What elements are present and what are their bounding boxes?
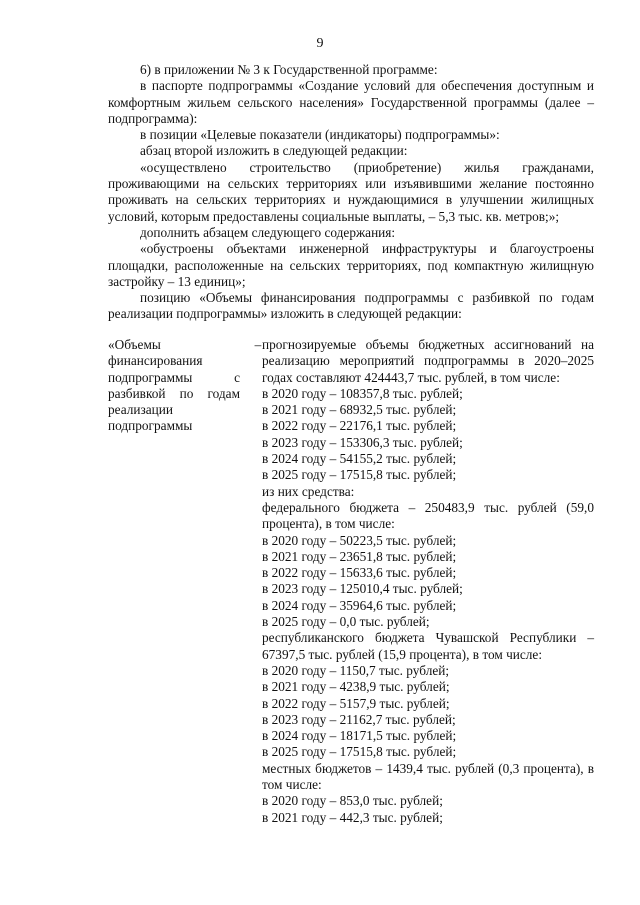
republic-year-line: в 2023 году – 21162,7 тыс. рублей; [262, 711, 456, 727]
paragraph: дополнить абзацем следующего содержания: [140, 224, 396, 240]
republic-year-line: в 2021 году – 4238,9 тыс. рублей; [262, 679, 450, 695]
document-body [108, 62, 594, 323]
dash-separator: – [254, 337, 262, 352]
total-year-line: в 2024 году – 54155,2 тыс. рублей; [262, 451, 457, 467]
paragraph: позицию «Объемы финансирования подпрограммы с разбивкой по годам реализации подпрограммы» изложить в следующей редакции: [108, 290, 594, 322]
federal-year-line: в 2021 году – 23651,8 тыс. рублей; [262, 548, 457, 564]
federal-year-line: в 2023 году – 125010,4 тыс. рублей; [262, 581, 463, 597]
financing-intro: прогнозируемые объемы бюджетных ассигнований на реализацию мероприятий подпрограммы в 2020–2025 годах составляют 424443,7 тыс. рублей, в том числе: [262, 337, 594, 385]
local-year-line: в 2021 году – 442,3 тыс. рублей; [262, 809, 443, 825]
total-year-line: в 2022 году – 22176,1 тыс. рублей; [262, 418, 457, 434]
local-year-line: в 2020 году – 853,0 тыс. рублей; [262, 793, 443, 809]
sources-label: из них средства: [262, 483, 355, 499]
paragraph: абзац второй изложить в следующей редакции: [140, 143, 408, 159]
republic-year-line: в 2022 году – 5157,9 тыс. рублей; [262, 695, 450, 711]
financing-values [262, 337, 594, 826]
federal-intro: федерального бюджета – 250483,9 тыс. рублей (59,0 процента), в том числе: [262, 499, 594, 532]
republic-year-line: в 2024 году – 18171,5 тыс. рублей; [262, 728, 457, 744]
paragraph: «осуществлено строительство (приобретение) жилья гражданами, проживающими на сельских территориях или изъявившими желание постоянно проживать на сельских территориях и нуждающимися в улучшении жилищных условий, которым предоставлены социальные выплаты, – 5,3 тыс. кв. метров;»; [108, 159, 594, 224]
paragraph: 6) в приложении № 3 к Государственной программе: [140, 62, 438, 77]
total-year-line: в 2023 году – 153306,3 тыс. рублей; [262, 434, 463, 450]
local-intro: местных бюджетов – 1439,4 тыс. рублей (0,3 процента), в том числе: [262, 760, 594, 793]
total-year-line: в 2021 году – 68932,5 тыс. рублей; [262, 402, 457, 418]
financing-label: «Объемы финансирования подпрограммы с разбивкой по годам реализации подпрограммы [108, 337, 240, 434]
republic-year-line: в 2020 году – 1150,7 тыс. рублей; [262, 662, 450, 678]
republic-year-line: в 2025 году – 17515,8 тыс. рублей; [262, 744, 457, 760]
paragraph: «обустроены объектами инженерной инфраструктуры и благоустроены площадки, расположенные на сельских территориях, под компактную жилищную застройку – 13 единиц»; [108, 241, 594, 289]
federal-year-line: в 2024 году – 35964,6 тыс. рублей; [262, 597, 457, 613]
paragraph: в паспорте подпрограммы «Создание условий для обеспечения доступным и комфортным жильем сельского населения» Государственной программы (далее – подпрограмма): [108, 78, 594, 126]
paragraph: в позиции «Целевые показатели (индикаторы) подпрограммы»: [140, 127, 500, 143]
total-year-line: в 2020 году – 108357,8 тыс. рублей; [262, 385, 463, 401]
federal-year-line: в 2022 году – 15633,6 тыс. рублей; [262, 565, 457, 581]
republic-intro: республиканского бюджета Чувашской Республики – 67397,5 тыс. рублей (15,9 процента), в том числе: [262, 630, 594, 662]
total-year-line: в 2025 году – 17515,8 тыс. рублей; [262, 467, 457, 483]
page-number: 9 [316, 36, 324, 51]
federal-year-line: в 2025 году – 0,0 тыс. рублей; [262, 614, 430, 630]
federal-year-line: в 2020 году – 50223,5 тыс. рублей; [262, 532, 457, 548]
